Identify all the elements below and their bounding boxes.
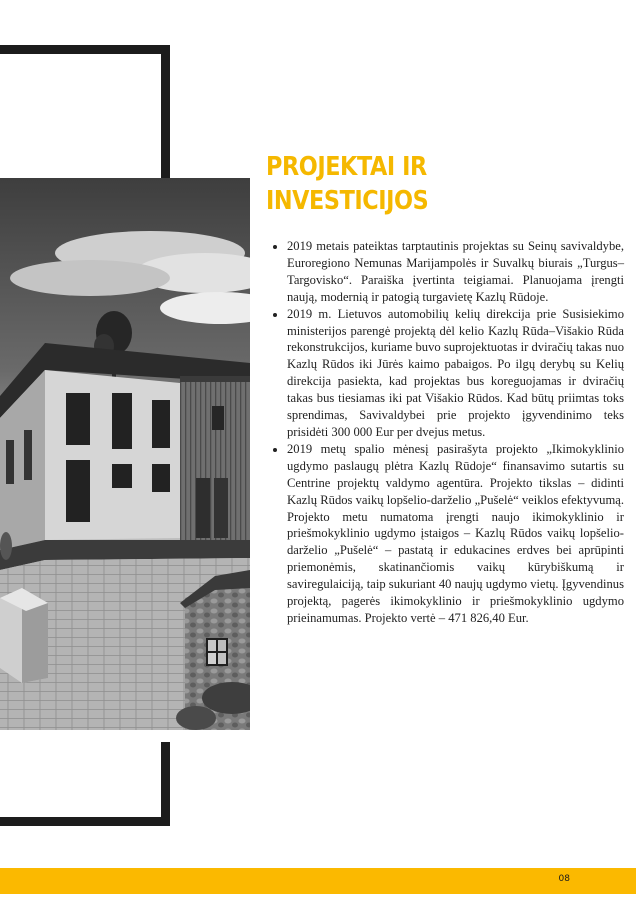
frame-bottom-side bbox=[161, 742, 170, 826]
page-number: 08 bbox=[558, 874, 570, 884]
frame-bottom-bar bbox=[0, 817, 170, 826]
frame-top-bar bbox=[0, 45, 170, 54]
title-line-2: INVESTICIJOS bbox=[266, 186, 429, 216]
frame-top-side bbox=[161, 45, 170, 178]
title-line-1: PROJEKTAI IR bbox=[266, 152, 427, 182]
list-item: • 2019 metais pateiktas tarptautinis projektas su Seinų savivaldybe, Euroregiono Nemunas Marijampolės ir Suvalkų biurais „Turgus–Targovisko“. Paraiška įvertinta teigiamai. Planuojama įrengti naują, modernią ir patogią turgavietę Kazlų Rūdoje. bbox=[287, 238, 624, 306]
list-item: • 2019 m. Lietuvos automobilių kelių direkcija prie Susisiekimo ministerijos parengė projektą dėl kelio Kazlų Rūda–Višakio Rūda rekonstrukcijos, kuriame buvo suprojektuotas ir dviračių takas nuo Kazlų Rūdos iki Jūrės kaimo pabaigos. Po ilgų derybų su Kelių direkcija pasiekta, kad projektas bus koreguojamas ir dviračių takas bus tiesiamas iki pat Višakio Rūdos. Kad būtų priimtas toks sprendimas, Savivaldybei prie projekto įgyvendinimo teks prisidėti 300 000 Eur per dvejus metus. bbox=[287, 306, 624, 441]
footer-bar bbox=[0, 868, 636, 894]
page-title bbox=[266, 150, 558, 218]
project-list bbox=[270, 238, 624, 627]
building-photo bbox=[0, 178, 250, 730]
list-item: • 2019 metų spalio mėnesį pasirašyta projekto „Ikimokyklinio ugdymo paslaugų plėtra Kazlų Rūdoje“ finansavimo sutartis su Centrine projektų valdymo agentūra. Projekto tikslas – didinti Kazlų Rūdos vaikų lopšelio-darželio „Pušelė“ veiklos efektyvumą. Projekto metu numatoma įrengti naujo ikimokyklinio ir priešmokyklinio ugdymo įstaigos – Kazlų Rūdos vaikų lopšelio-darželio „Pušelė“ – pastatą ir edukacines erdves bei aprūpinti priemonėmis, skatinančiomis vaikų kūrybiškumą ir saviregulaiciją, taip sukuriant 40 naujų ugdymo vietų. Įgyvendinus projektą, pagerės ikimokyklinio ir priešmokyklinio ugdymo prieinamumas. Projekto vertė – 471 826,40 Eur. bbox=[287, 441, 624, 627]
